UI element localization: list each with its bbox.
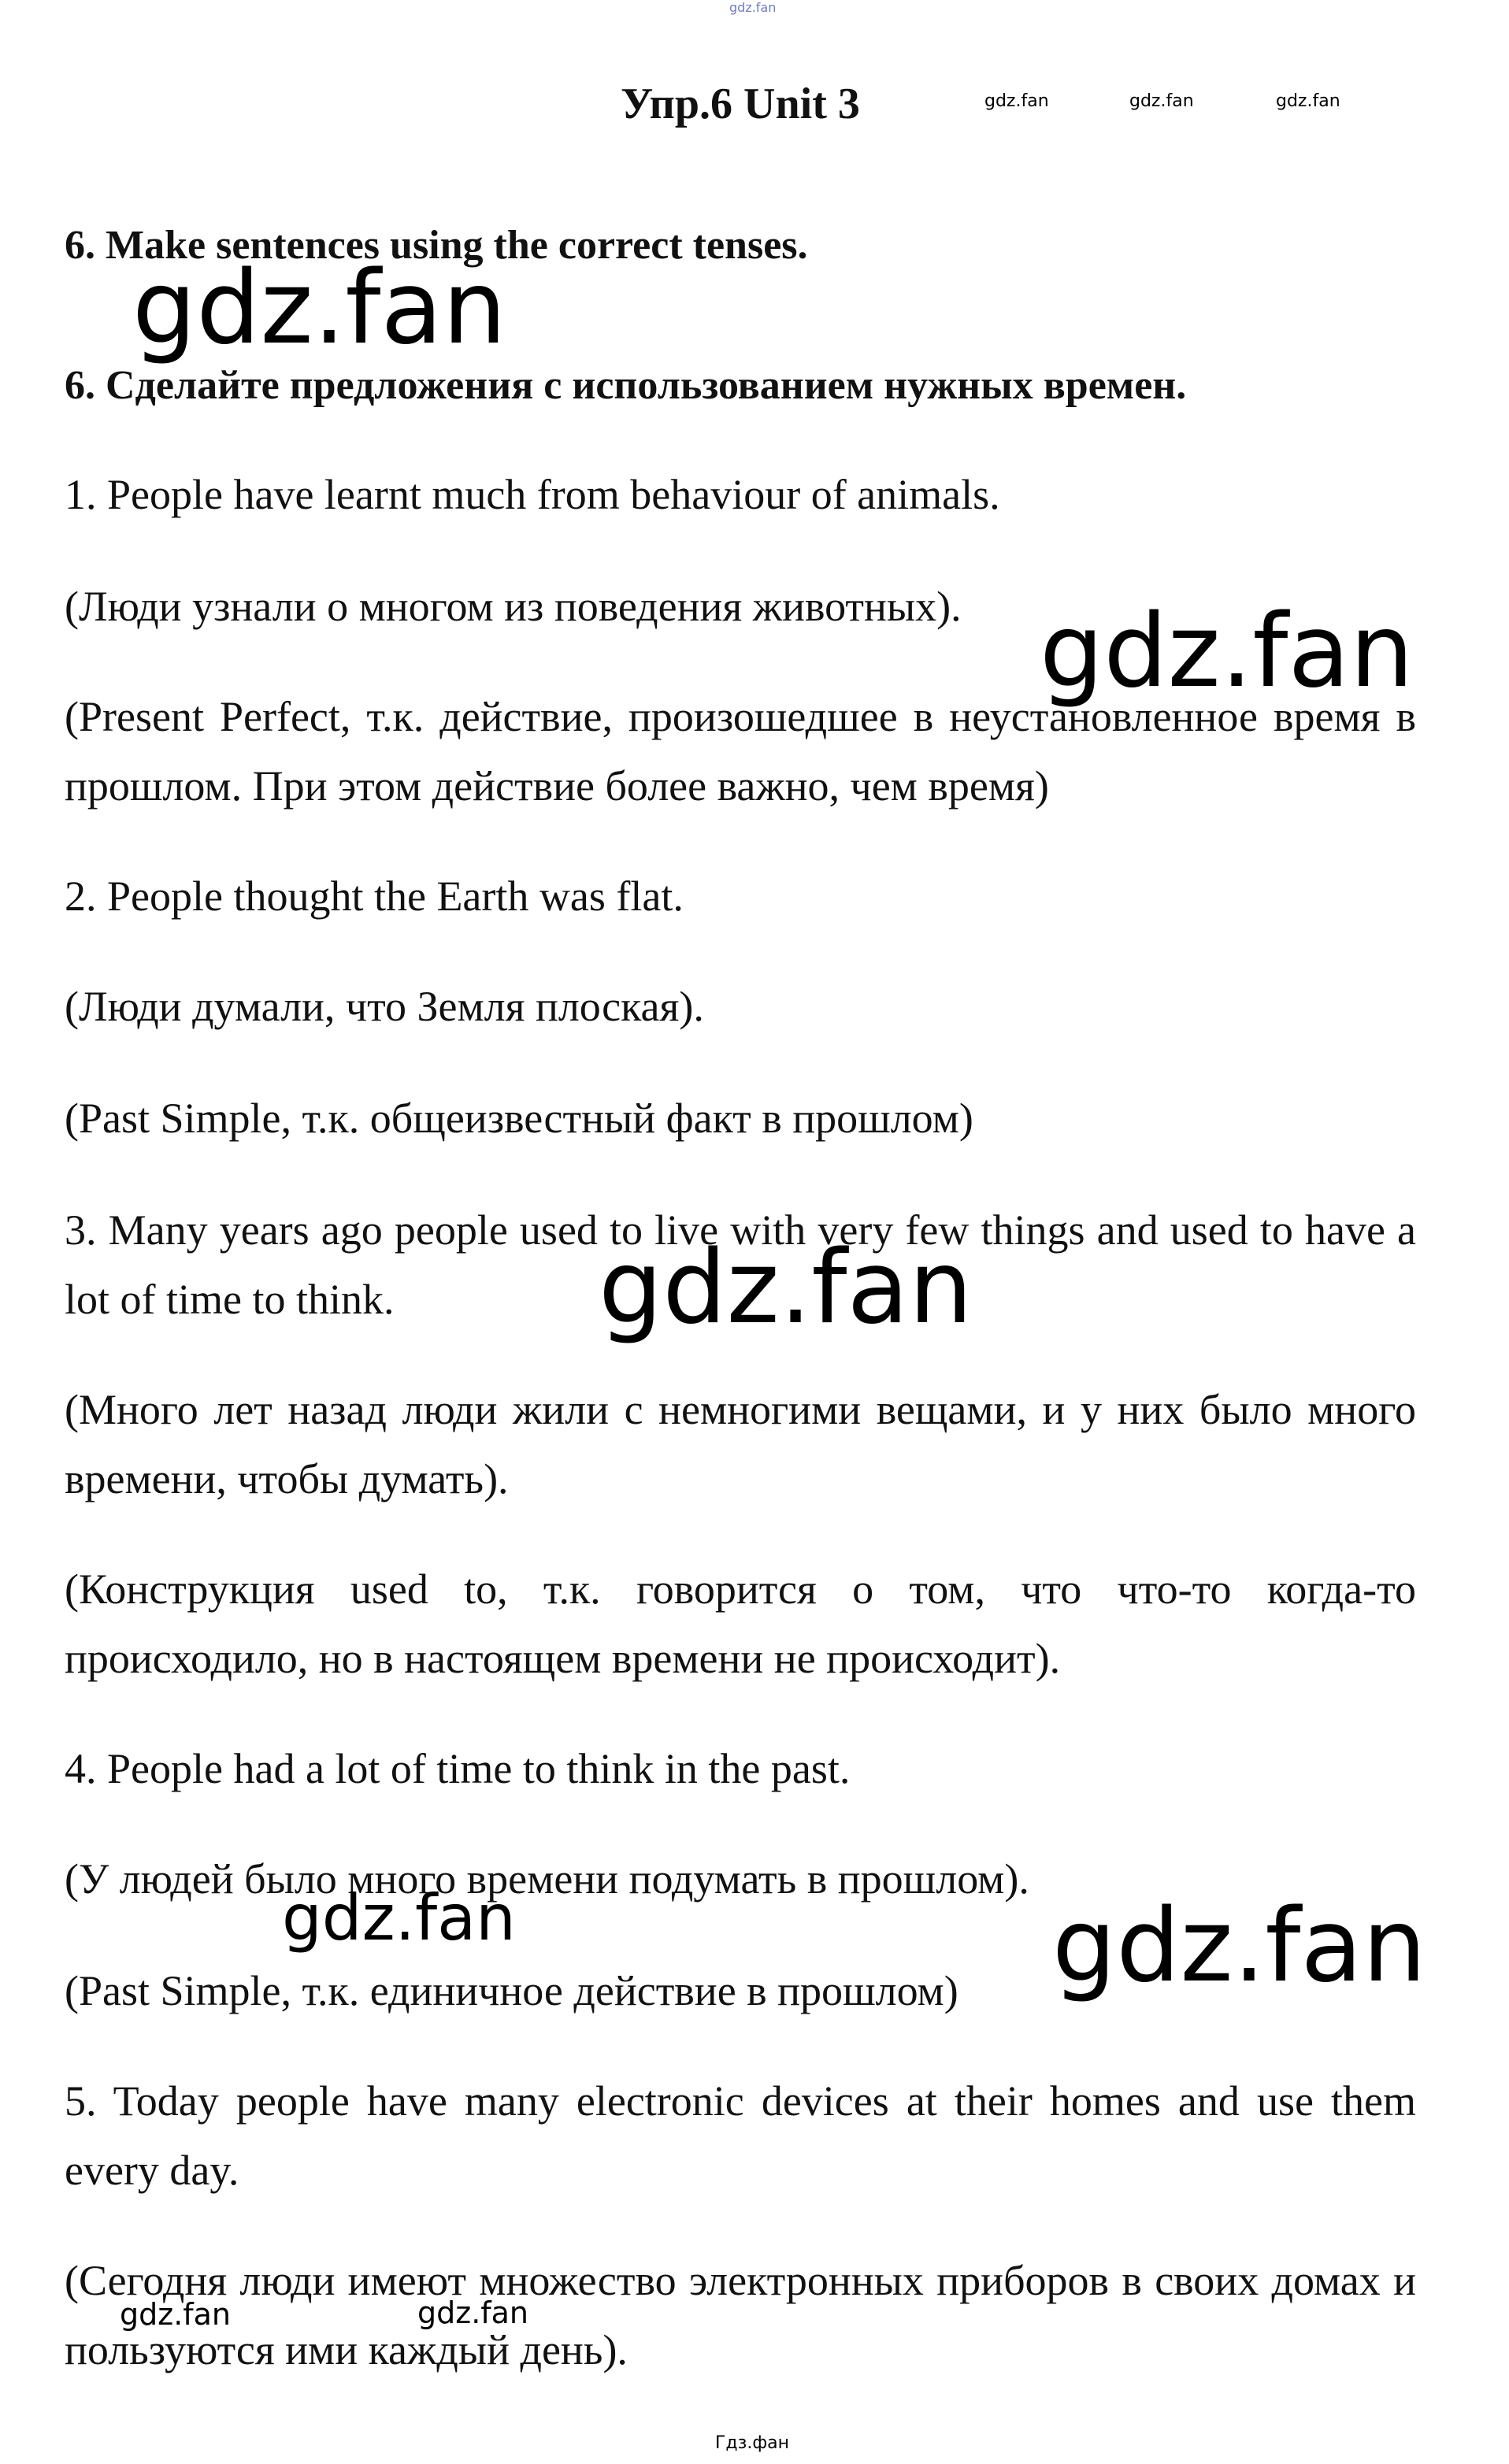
- top-watermark: gdz.fan: [729, 0, 777, 15]
- watermark-large-1: gdz.fan: [132, 250, 506, 367]
- header-watermark-2: gdz.fan: [1129, 91, 1194, 111]
- watermark-large-2: gdz.fan: [1040, 593, 1414, 710]
- header-watermark-3: gdz.fan: [1276, 91, 1340, 111]
- task-heading-ru: 6. Сделайте предложения с использованием нужных времен.: [65, 363, 1187, 408]
- watermark-small-2: gdz.fan: [417, 2295, 529, 2330]
- watermark-medium-1: gdz.fan: [282, 1881, 516, 1955]
- task-heading-en: 6. Make sentences using the correct tenses.: [65, 223, 808, 268]
- item-5-translation: (Сегодня люди имеют множество электронных приборов в своих домах и пользуются ими каждый день).: [65, 2257, 1416, 2373]
- item-3-sentence: 3. Many years ago people used to live with very few things and used to have a lot of time to think.: [65, 1206, 1416, 1323]
- page-title: Упр.6 Unit 3: [621, 80, 860, 128]
- item-2-sentence: 2. People thought the Earth was flat.: [65, 873, 684, 920]
- item-2-translation: (Люди думали, что Земля плоская).: [65, 983, 704, 1030]
- item-3-translation: (Много лет назад люди жили с немногими вещами, и у них было много времени, чтобы думать).: [65, 1386, 1416, 1502]
- item-1-sentence: 1. People have learnt much from behaviour of animals.: [65, 471, 1000, 518]
- footer-watermark: Гдз.фан: [715, 2433, 789, 2453]
- watermark-small-1: gdz.fan: [120, 2297, 232, 2332]
- item-1-explanation: (Present Perfect, т.к. действие, произошедшее в неустановленное время в прошлом. При этом действие более важно, чем время): [65, 693, 1416, 810]
- item-5-sentence: 5. Today people have many electronic devices at their homes and use them every day.: [65, 2077, 1416, 2194]
- item-2-explanation: (Past Simple, т.к. общеизвестный факт в прошлом): [65, 1095, 973, 1142]
- watermark-large-4: gdz.fan: [1052, 1888, 1426, 2005]
- item-3-explanation: (Конструкция used to, т.к. говорится о том, что что-то когда-то происходило, но в настоящем времени не происходит).: [65, 1565, 1416, 1682]
- item-1-translation: (Люди узнали о многом из поведения животных).: [65, 583, 962, 630]
- item-4-translation: (У людей было много времени подумать в прошлом).: [65, 1855, 1029, 1903]
- item-4-explanation: (Past Simple, т.к. единичное действие в прошлом): [65, 1967, 958, 2014]
- watermark-large-3: gdz.fan: [599, 1229, 973, 1347]
- header-watermark-1: gdz.fan: [984, 91, 1049, 111]
- item-4-sentence: 4. People had a lot of time to think in the past.: [65, 1745, 851, 1792]
